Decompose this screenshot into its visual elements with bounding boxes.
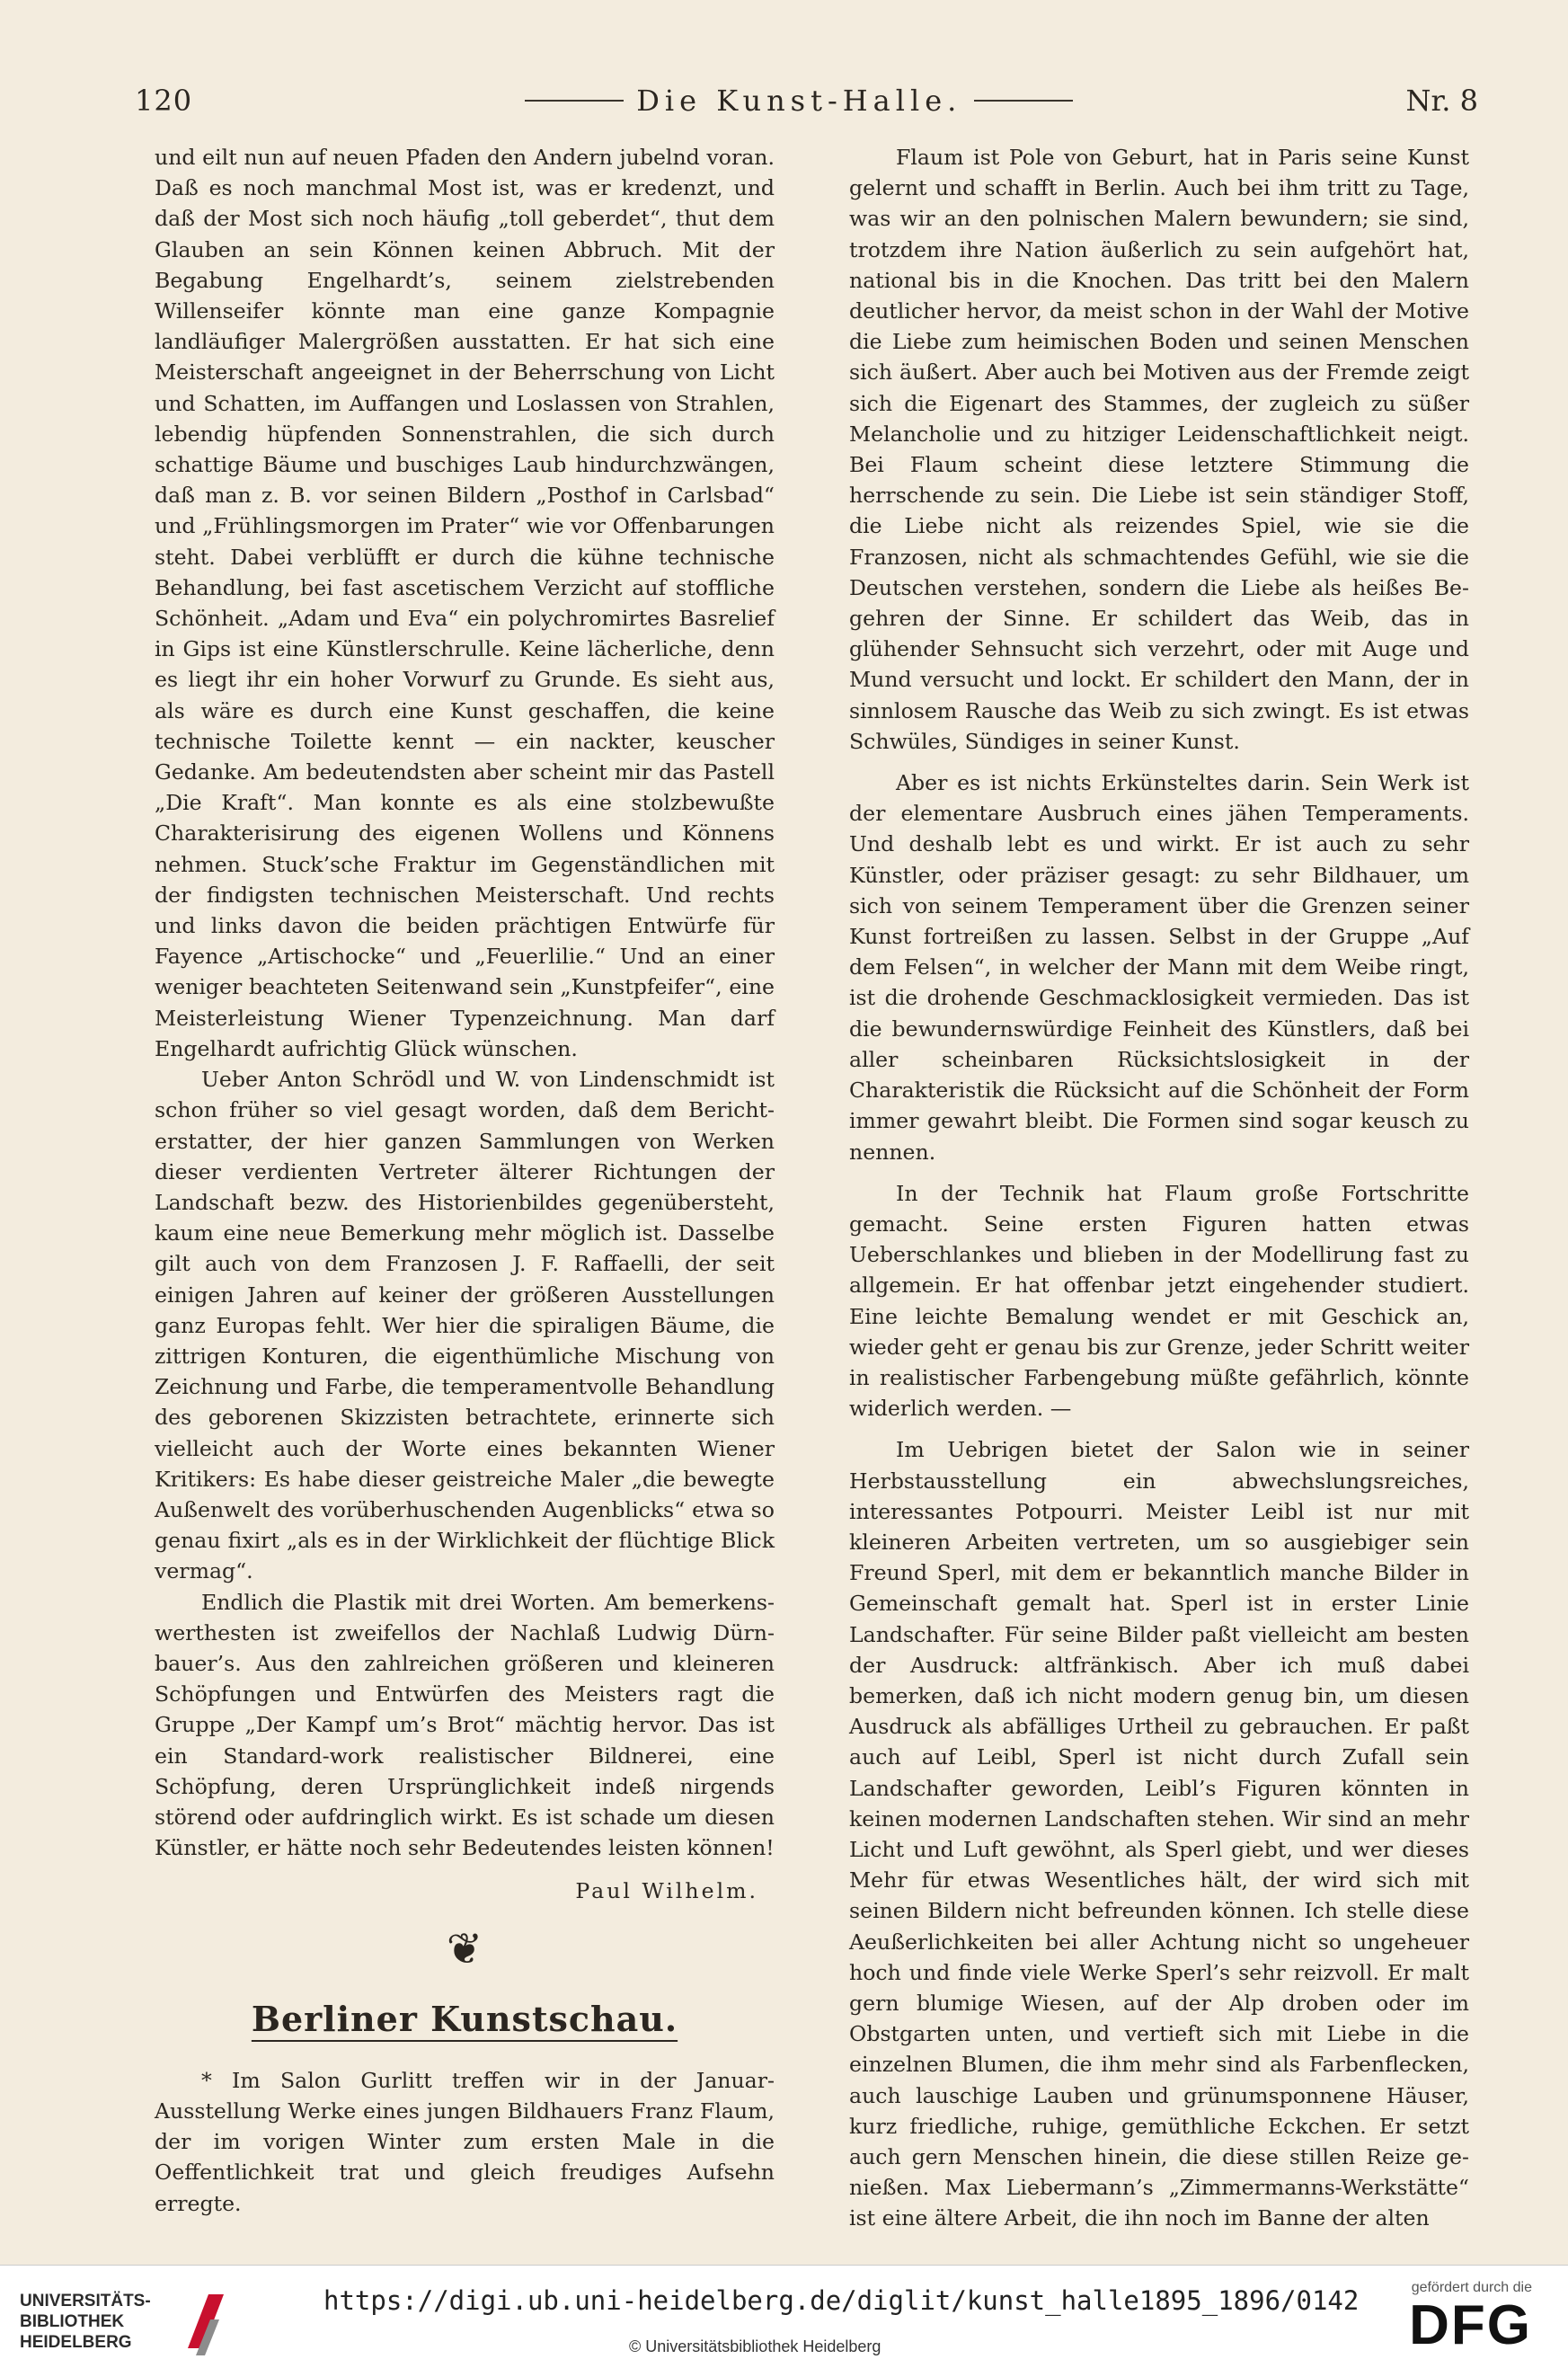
permalink-url[interactable]: https://digi.ub.uni-heidelberg.de/diglit/kunst_halle1895_1896/0142 [323, 2285, 1360, 2316]
dfg-logo[interactable] [1397, 2280, 1532, 2370]
paragraph: Endlich die Plastik mit drei Worten. Am bemerkenswerthesten ist zweifellos der Nachlaß Ludwig Dürnbauer’s. Aus den zahlreichen größeren und kleineren Schöpfungen und Entwürfen des Meisters ragt die Gruppe „Der Kampf um’s Brot“ mächtig hervor. Das ist ein Standard-work realistischer Bildnerei, eine Schöpfung, deren Ursprünglichkeit indeß nirgends störend oder aufdringlich wirkt. Es ist schade um diesen Künstler, er hätte noch sehr Bedeutendes leisten können! [155, 1589, 775, 1861]
library-emblem-icon [183, 2285, 228, 2357]
author-signature: Paul Wilhelm. [575, 1878, 758, 1904]
logo-line: UNIVERSITÄTS- [20, 2292, 151, 2310]
left-column [155, 142, 775, 2219]
paragraph: * Im Salon Gurlitt treffen wir in der JanuarAusstellung Werke eines jungen Bildhauers Franz Flaum, der im vorigen Winter zum ersten Male in die Oeffentlichkeit trat und gleich freudiges Aufsehn erregte. [155, 2067, 775, 2216]
section-title: Berliner Kunstschau. [251, 1998, 678, 2039]
dfg-wordmark: DFG [1409, 2294, 1532, 2356]
paragraph: Im Uebrigen bietet der Salon wie in seiner Herbstausstellung ein abwechslungsreiches, interessantes Potpourri. Meister Leibl ist nur mit kleineren Arbeiten vertreten, um so ausgiebiger sein Freund Sperl, mit dem er bekanntlich manche Bilder in Gemeinschaft gemalt hat. Sperl ist in erster Linie Landschafter. Für seine Bilder paßt vielleicht am besten der Ausdruck: altfränkisch. Aber ich muß dabei bemerken, daß ich nicht modern genug bin, um diesen Ausdruck als abfälliges Urtheil zu gebrauchen. Er paßt auch auf Leibl, Sperl ist nicht durch Zufall sein Landschafter geworden, Leibl’s Figuren könnten in keinen modernen Landschaften stehen. Wir sind an mehr Licht und Luft gewöhnt, als Sperl giebt, und wer dieses Mehr für etwas Wesentliches hält, der wird sich mit seinen Bildern nicht befreunden können. Ich stelle diese Aeußerlichkeiten bei aller Achtung nicht so ungeheuer hoch und finde viele Werke Sperl’s sehr reizvoll. Er malt gern blumige Wiesen, auf der Alp droben oder im Obstgarten unten, und vertieft sich mit Liebe in die einzelnen Blumen, die ihm mehr sind als Farbenflecken, auch lauschige Lauben und grünumsponnene Häuser, kurz friedliche, ruhige, gemüthliche Eckchen. Er setzt auch gern Menschen hinein, die diese stillen Reize genießen. Max Liebermann’s „Zimmermanns-Werkstätte“ ist eine ältere Arbeit, die ihn noch im Banne der alten [849, 1437, 1469, 2231]
paragraph: Ueber Anton Schrödl und W. von Lindenschmidt ist schon früher so viel gesagt worden, daß dem Berichterstatter, der hier ganzen Sammlungen von Werken dieser verdienten Vertreter älterer Richtungen der Landschaft bezw. des Historienbildes gegenübersteht, kaum eine neue Bemerkung mehr möglich ist. Dasselbe gilt auch von dem Franzosen J. F. Raffaelli, der seit einigen Jahren auf keiner der größeren Ausstellungen ganz Europas fehlt. Wer hier die spiraligen Bäume, die zittrigen Konturen, die eigenthümliche Mischung von Zeichnung und Farbe, die temperamentvolle Behandlung des geborenen Skizzisten betrachtete, erinnerte sich vielleicht auch der Worte eines bekannten Wiener Kritikers: Es habe dieser geistreiche Maler „die bewegte Außenwelt des vorüberhuschenden Augenblicks“ etwa so genau fixirt „als es in der Wirklichkeit der flüchtige Blick vermag“. [155, 1067, 775, 1584]
paragraph: Aber es ist nichts Erkünsteltes darin. Sein Werk ist der elementare Ausbruch eines jähen Temperaments. Und deshalb lebt es und wirkt. Er ist auch zu sehr Künstler, oder präziser gesagt: zu sehr Bildhauer, um sich von seinem Temperament über die Grenzen seiner Kunst fortreißen zu lassen. Selbst in der Gruppe „Auf dem Felsen“, in welcher der Mann mit dem Weibe ringt, ist die drohende Geschmacklosigkeit vermieden. Das ist die bewundernswürdige Feinheit des Künstlers, daß bei aller scheinbaren Rücksichtslosigkeit in der Charakteristik die Rücksicht auf die Schönheit der Form immer gewahrt bleibt. Die Formen sind sogar keusch zu nennen. [849, 770, 1469, 1165]
ornament-icon: ❦ [446, 1923, 483, 1974]
paragraph: und eilt nun auf neuen Pfaden den Andern jubelnd voran. Daß es noch manchmal Most ist, was er kredenzt, und daß der Most sich noch häufig „toll geberdet“, thut dem Glauben an sein Können keinen Abbruch. Mit der Begabung Engelhardt’s, seinem zielstrebenden Willenseifer könnte man eine ganze Kompagnie landläufiger Malergrößen ausstatten. Er hat sich eine Meisterschaft angeeignet in der Beherrschung von Licht und Schatten, im Auffangen und Loslassen von Strahlen, lebendig hüpfenden Sonnenstrahlen, die sich durch schattige Bäume und buschiges Laub hindurchzwängen, daß man z. B. vor seinen Bildern „Posthof in Carlsbad“ und „Frühlingsmorgen im Prater“ wie vor Offenbarungen steht. Dabei verblüfft er durch die kühne technische Behandlung, bei fast ascetischem Verzicht auf stoffliche Schönheit. „Adam und Eva“ ein polychromirtes Basrelief in Gips ist eine Künstlerschrulle. Keine lächerliche, denn es liegt ihr ein hoher Vorwurf zu Grunde. Es sieht aus, als wäre es durch eine Kunst geschaffen, die keine technische Toilette kennt — ein nackter, keuscher Gedanke. Am bedeutendsten aber scheint mir das Pastell „Die Kraft“. Man konnte es als eine stolzbewußte Charakterisirung des eigenen Wollens und Könnens nehmen. Stuck’sche Fraktur im Gegenständlichen mit der findigsten technischen Meisterschaft. Und rechts und links davon die beiden prächtigen Entwürfe für Fayence „Artischocke“ und „Feuerlilie.“ Und an einer weniger beachteten Seitenwand sein „Kunstpfeifer“, eine Meisterleistung Wiener Typenzeichnung. Man darf Engelhardt aufrichtig Glück wünschen. [155, 145, 775, 1061]
page-header [135, 83, 1478, 119]
page-number: 120 [135, 84, 193, 118]
issue-number: Nr. 8 [1405, 84, 1478, 118]
logo-line: BIBLIOTHEK [20, 2312, 125, 2331]
logo-text [20, 2291, 151, 2353]
paragraph: Flaum ist Pole von Geburt, hat in Paris seine Kunst gelernt und schafft in Berlin. Auch bei ihm tritt zu Tage, was wir an den polnischen Malern bewundern; sie sind, trotzdem ihre Nation äußerlich zu sein aufgehört hat, national bis in die Knochen. Das tritt bei den Malern deutlicher hervor, da meist schon in der Wahl der Motive die Liebe zum heimischen Boden und seinen Menschen sich äußert. Aber auch bei Motiven aus der Fremde zeigt sich die Eigenart des Stammes, der zugleich zu süßer Melancholie und zu hitziger Leidenschaftlichkeit neigt. Bei Flaum scheint diese letztere Stimmung die herrschende zu sein. Die Liebe ist sein ständiger Stoff, die Liebe nicht als reizendes Spiel, wie sie die Franzosen, nicht als schmachtendes Gefühl, wie sie die Deutschen verstehen, sondern die Liebe als heißes Begehren der Sinne. Er schildert das Weib, das in glühender Sehnsucht sich verzehrt, oder mit Auge und Mund versucht und lockt. Er schildert den Mann, der in sinnlosem Rausche das Weib zu sich zwingt. Es ist etwas Schwüles, Sündiges in seiner Kunst. [849, 145, 1469, 754]
copyright-text: © Universitätsbibliothek Heidelberg [629, 2337, 881, 2355]
running-title [192, 84, 1405, 118]
viewer-footer [0, 2265, 1568, 2377]
logo-line: HEIDELBERG [20, 2333, 132, 2352]
title-rule-right [974, 100, 1073, 102]
funded-by-text: gefördert durch die [1411, 2280, 1532, 2295]
paragraph: In der Technik hat Flaum große Fortschritte gemacht. Seine ersten Figuren hatten etwas Ueberschlankes und blieben in der Modellirung fast zu allgemein. Er hat offenbar jetzt eingehender studiert. Eine leichte Bemalung wendet er mit Geschick an, wieder geht er genau bis zur Grenze, jeder Schritt weiter in realistischer Farbengebung müßte gefährlich, könnte widerlich werden. — [849, 1180, 1469, 1422]
right-column [849, 142, 1469, 2234]
journal-title: Die Kunst-Halle. [636, 84, 962, 118]
university-library-logo[interactable] [20, 2285, 289, 2357]
title-rule-left [525, 100, 624, 102]
